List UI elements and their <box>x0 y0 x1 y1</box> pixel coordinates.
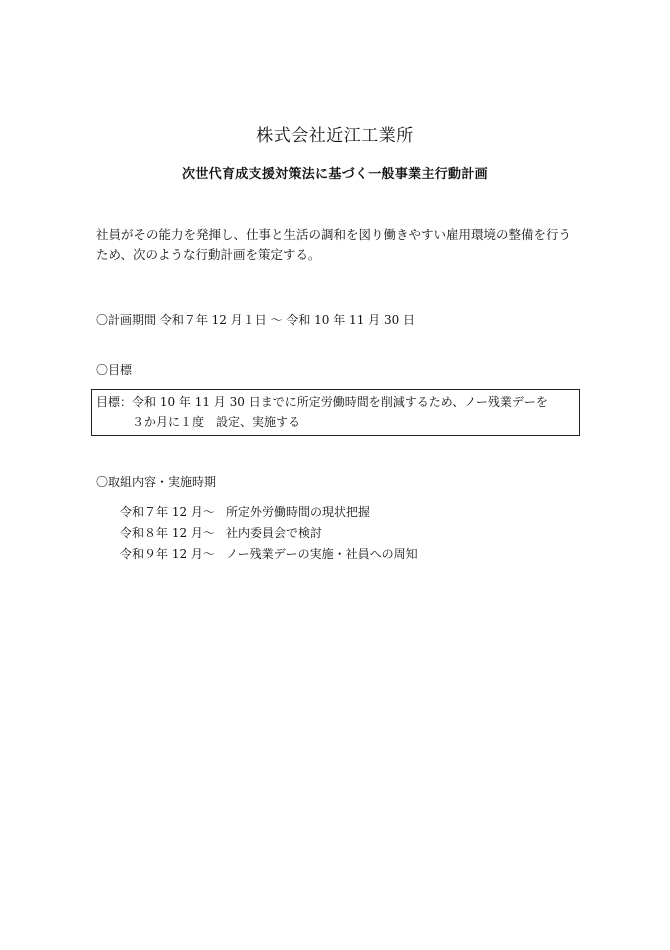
action-date: 令和８年 12 月〜 <box>120 526 215 540</box>
action-item <box>120 545 418 562</box>
action-date: 令和９年 12 月〜 <box>120 547 215 561</box>
company-name: 株式会社近江工業所 <box>256 126 414 146</box>
goal-heading: 〇目標 <box>96 363 133 377</box>
action-item <box>120 503 370 520</box>
plan-period: 〇計画期間 令和７年 12 月１日 〜 令和 10 年 11 月 30 日 <box>96 313 416 327</box>
action-text: 社内委員会で検討 <box>226 526 323 540</box>
action-item <box>120 524 322 541</box>
intro-line-2: ため、次のような行動計画を策定する。 <box>96 247 321 262</box>
goal-line-2: ３か月に１度 設定、実施する <box>132 415 301 429</box>
intro-line-1: 社員がその能力を発揮し、仕事と生活の調和を図り働きやすい雇用環境の整備を行う <box>96 227 572 242</box>
goal-box <box>91 389 580 436</box>
action-text: ノー残業デーの実施・社員への周知 <box>226 547 418 561</box>
plan-title: 次世代育成支援対策法に基づく一般事業主行動計画 <box>182 167 488 182</box>
action-date: 令和７年 12 月〜 <box>120 505 215 519</box>
goal-line-1: 目標：令和 10 年 11 月 30 日までに所定労働時間を削減するため、ノー残業デーを <box>96 395 548 409</box>
actions-heading: 〇取組内容・実施時期 <box>96 475 217 489</box>
action-text: 所定外労働時間の現状把握 <box>226 505 371 519</box>
